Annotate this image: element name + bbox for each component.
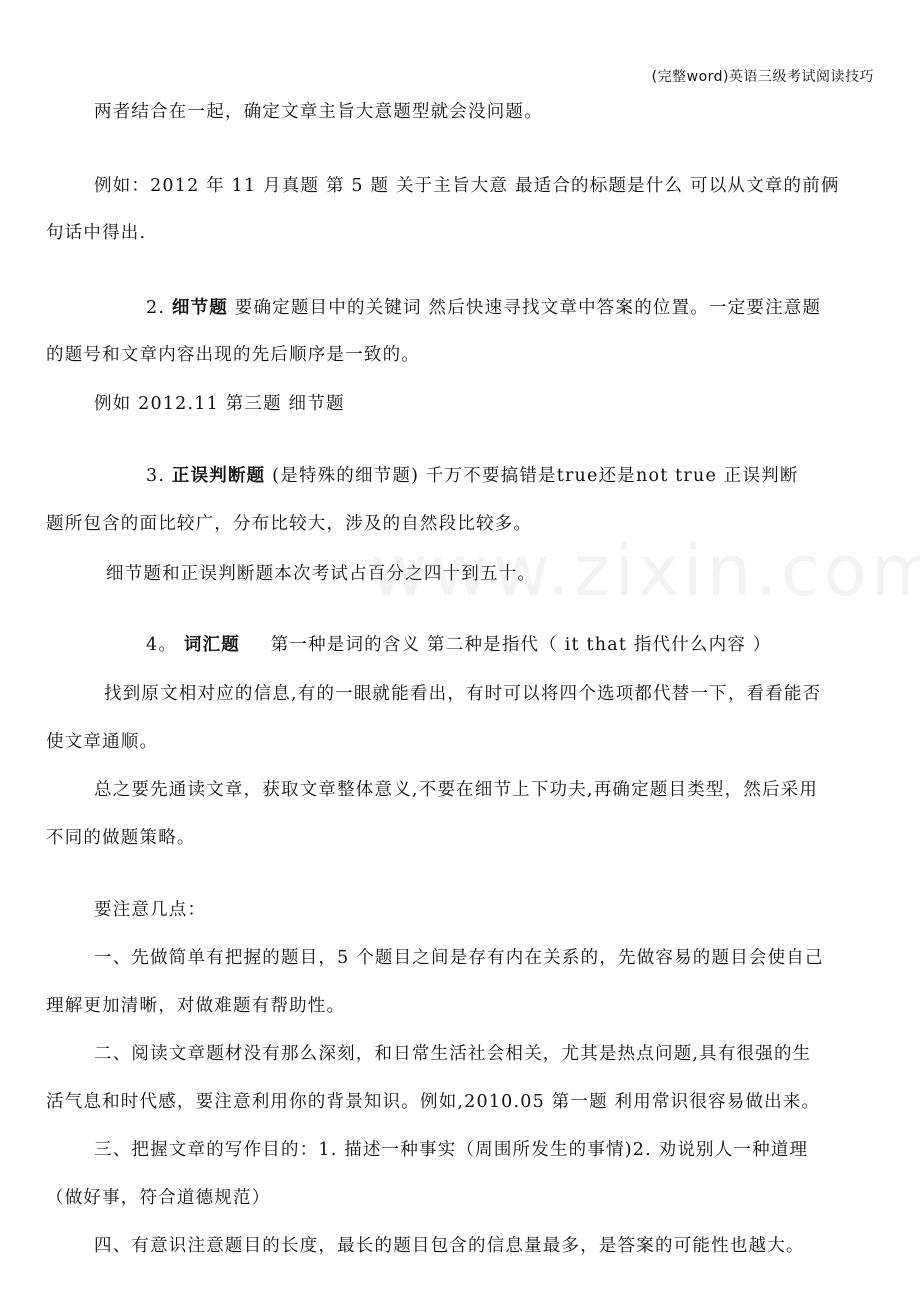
section-heading-vocabulary <box>146 631 772 656</box>
section-title: 细节题 <box>171 298 228 318</box>
paragraph-line: 找到原文相对应的信息,有的一眼就能看出，有时可以将四个选项都代替一下，看看能否 <box>104 684 822 704</box>
paragraph-line: 四、有意识注意题目的长度，最长的题目包含的信息量最多，是答案的可能性也越大。 <box>94 1236 805 1256</box>
section-title: 正误判断题 <box>171 466 266 486</box>
paragraph-line: 题所包含的面比较广，分布比较大，涉及的自然段比较多。 <box>46 514 533 534</box>
paragraph-line: 三、把握文章的写作目的：1. 描述一种事实（周围所发生的事情)2. 劝说别人一种道理 <box>94 1140 809 1160</box>
paragraph-line: 总之要先通读文章，获取文章整体意义,不要在细节上下功夫,再确定题目类型，然后采用 <box>94 780 819 800</box>
section-heading-true-false <box>146 462 799 487</box>
paragraph-line: 不同的做题策略。 <box>46 828 196 848</box>
paragraph-line: 句话中得出. <box>46 223 147 243</box>
document-header-title: (完整word)英语三级考试阅读技巧 <box>651 69 874 85</box>
paragraph-line: （做好事，符合道德规范） <box>46 1188 271 1208</box>
paragraph-line: 理解更加清晰，对做难题有帮助性。 <box>46 996 346 1016</box>
paragraph-line: 二、阅读文章题材没有那么深刻，和日常生活社会相关，尤其是热点问题,具有很强的生 <box>94 1044 812 1064</box>
paragraph-line: 例如：2012 年 11 月真题 第 5 题 关于主旨大意 最适合的标题是什么 可以从文章的前俩 <box>94 176 840 196</box>
paragraph-line: 活气息和时代感，要注意利用你的背景知识。例如,2010.05 第一题 利用常识很容易做出来。 <box>46 1092 821 1112</box>
section-text: 第一种是词的含义 第二种是指代（ it that 指代什么内容 ） <box>270 635 772 655</box>
paragraph-line: 的题号和文章内容出现的先后顺序是一致的。 <box>46 345 420 365</box>
section-text: 要确定题目中的关键词 然后快速寻找文章中答案的位置。一定要注意题 <box>234 298 822 318</box>
paragraph-line: 要注意几点： <box>94 900 207 920</box>
section-text: (是特殊的细节题) 千万不要搞错是true还是not true 正误判断 <box>272 466 799 486</box>
section-number: 3. <box>146 466 166 486</box>
paragraph-line: 一、先做简单有把握的题目，5 个题目之间是存有内在关系的，先做容易的题目会使自己 <box>94 948 824 968</box>
paragraph-line: 例如 2012.11 第三题 细节题 <box>94 394 345 414</box>
paragraph-line: 两者结合在一起，确定文章主旨大意题型就会没问题。 <box>94 102 543 122</box>
paragraph-line: 细节题和正误判断题本次考试占百分之四十到五十。 <box>106 564 537 584</box>
section-number: 4。 <box>146 635 178 655</box>
section-number: 2. <box>146 298 166 318</box>
section-heading-detail <box>146 294 821 319</box>
paragraph-line: 使文章通顺。 <box>46 732 159 752</box>
section-title: 词汇题 <box>183 635 240 655</box>
